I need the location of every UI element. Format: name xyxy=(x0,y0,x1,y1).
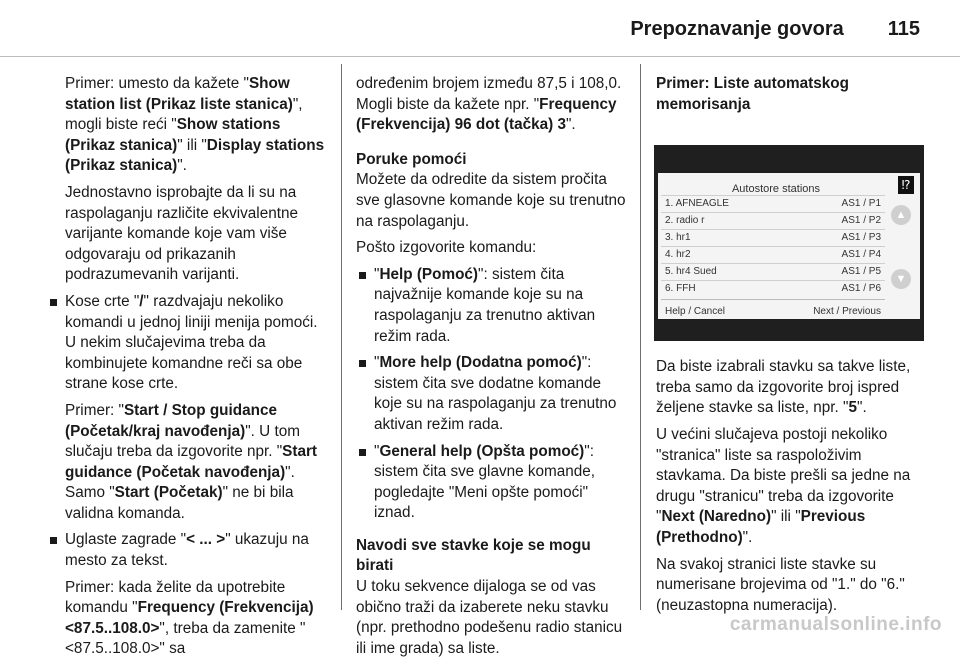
scroll-down-icon[interactable]: ▼ xyxy=(891,269,911,289)
list-item[interactable]: 3. hr1 AS1 / P3 xyxy=(661,229,885,246)
list-item: "More help (Dodatna pomoć)": sistem čita sve dodatne komande koje su na raspolaganju za trenutno aktivan režim rada. xyxy=(356,353,628,435)
page-number: 115 xyxy=(887,18,920,40)
list-item: "Help (Pomoć)": sistem čita najvažnije komande koje su na raspolaganju za trenutno aktivan režim rada. xyxy=(356,265,628,347)
voice-control-icon: ⁉ xyxy=(898,176,914,194)
bullet-square-icon xyxy=(50,537,57,544)
list-item: "General help (Opšta pomoć)": sistem čita sve glavne komande, pogledajte "Meni opšte pomoći" iznad. xyxy=(356,442,628,524)
bullet-brackets: Uglaste zagrade "< ... >" ukazuju na mesto za tekst. Primer: kada želite da upotrebite komandu "Frequency (Frekvencija) <87.5..108.0>", treba da zamenite "<87.5..108.0>" sa xyxy=(47,530,332,660)
scroll-up-icon[interactable]: ▲ xyxy=(891,205,911,225)
section-heading-help: Poruke pomoći xyxy=(356,150,467,168)
section-heading-example: Primer: Liste automatskog memorisanja xyxy=(656,75,849,113)
station-list xyxy=(661,195,885,297)
column-divider-2 xyxy=(640,64,641,610)
column-2 xyxy=(356,74,628,665)
paragraph-select-item: Da biste izabrali stavku sa takve liste, treba samo da izgovorite broj ispred željene stavke sa liste, npr. "5". xyxy=(656,358,911,417)
paragraph-numbering: Na svakoj stranici liste stavke su numerisane brojevima od "1." do "6." (neuzastopna numeracija). xyxy=(656,555,905,614)
list-item[interactable]: 6. FFH AS1 / P6 xyxy=(661,280,885,297)
paragraph-help-intro: Možete da odredite da sistem pročita sve glasovne komande koje su trenutno na raspolaganju. xyxy=(356,171,626,230)
autostore-screen xyxy=(658,173,920,319)
screen-footer xyxy=(661,299,885,325)
screen-title: Autostore stations xyxy=(731,183,821,196)
bullet-square-icon xyxy=(359,360,366,367)
column-3 xyxy=(656,74,924,622)
watermark: carmanualsonline.info xyxy=(729,614,942,635)
paragraph-after-command: Pošto izgovorite komandu: xyxy=(356,239,537,257)
list-item[interactable]: 2. radio r AS1 / P2 xyxy=(661,212,885,229)
section-heading-list: Navodi sve stavke koje se mogu birati xyxy=(356,536,591,575)
column-1 xyxy=(47,74,332,666)
paragraph-list-selection: U toku sekvence dijaloga se od vas obično traži da izaberete neku stavku (npr. prethodno podešenu radio stanicu ili ime grada) sa liste. xyxy=(356,578,623,657)
bullet-slashes: Kose crte "/" razdvajaju nekoliko komandi u jednoj liniji menija pomoći. U nekim slučajevima treba da kombinujete komandne reči sa obe strane kose crte. Primer: "Start / Stop guidance (Početak/kraj navođenja)". U tom slučaju treba da izgovorite npr. "Start guidance (Početak navođenja)". Samo "Start (Početak)" ne bi bila validna komanda. xyxy=(47,292,332,525)
header-divider xyxy=(0,56,960,57)
page-header xyxy=(630,18,920,46)
list-item[interactable]: 1. AFNEAGLE AS1 / P1 xyxy=(661,195,885,212)
bullet-square-icon xyxy=(359,449,366,456)
bullet-square-icon xyxy=(50,299,57,306)
paragraph-pages: U većini slučajeva postoji nekoliko "stranica" liste sa raspoloživim stavkama. Da biste prešli sa jedne na drugu "stranicu" treba da izgovorite "Next (Naredno)" ili "Previous (Prethodno)". xyxy=(656,425,911,546)
help-cancel-label[interactable]: Help / Cancel xyxy=(665,306,726,318)
paragraph-try: Jednostavno isprobajte da li su na raspolaganju različite ekvivalentne varijante komande koje vam više odgovaraju od prikazanih podrazumevanih varijanti. xyxy=(65,183,298,284)
next-previous-label[interactable]: Next / Previous xyxy=(813,306,881,318)
page-title: Prepoznavanje govora xyxy=(630,18,844,40)
paragraph-frequency: određenim brojem između 87,5 i 108,0. Mogli biste da kažete npr. "Frequency (Frekvencija) 96 dot (tačka) 3". xyxy=(356,75,622,134)
column-divider-1 xyxy=(341,64,342,610)
list-item[interactable]: 4. hr2 AS1 / P4 xyxy=(661,246,885,263)
bullet-square-icon xyxy=(359,272,366,279)
autostore-screenshot xyxy=(654,145,924,341)
list-item[interactable]: 5. hr4 Sued AS1 / P5 xyxy=(661,263,885,280)
paragraph-example-1: Primer: umesto da kažete "Show station list (Prikaz liste stanica)", mogli biste reći "Show stations (Prikaz stanica)" ili "Display stations (Prikaz stanica)". xyxy=(65,75,325,175)
